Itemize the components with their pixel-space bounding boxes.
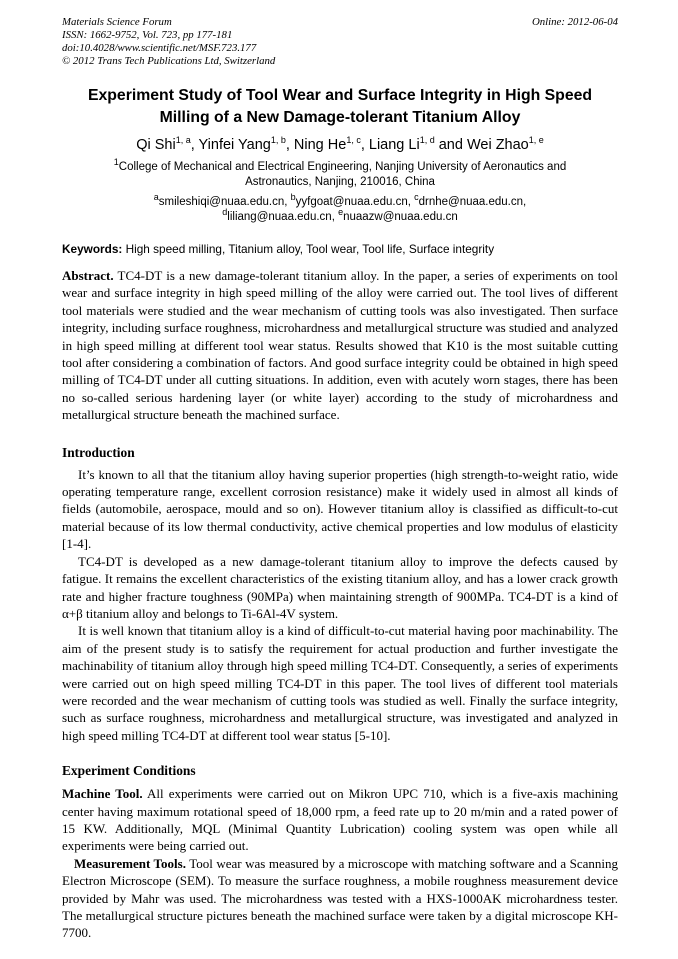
email-sup: c <box>414 192 419 203</box>
journal-header-left <box>62 16 275 68</box>
email-sup: d <box>222 206 228 217</box>
email-address: liliang@nuaa.edu.cn <box>227 210 332 223</box>
keywords-text: High speed milling, Titanium alloy, Tool wear, Tool life, Surface integrity <box>122 242 495 256</box>
affiliation-sup: 1 <box>113 157 119 168</box>
introduction-paragraph-1: It’s known to all that the titanium alloy having superior properties (high strength-to-weight ratio, wide operating temperature range, excellent corrosion resistance) make it widely used in almost all kinds of fields (automobile, aerospace, mould and so on). However titanium alloy is classified as difficult-to-cut material because of its low thermal conductivity, active chemical properties and low modulus of elasticity [1-4]. <box>62 466 618 552</box>
author-separator: , <box>360 137 369 153</box>
journal-header <box>62 16 618 68</box>
email-address: smileshiqi@nuaa.edu.cn <box>158 196 285 208</box>
email-address: nuaazw@nuaa.edu.cn <box>343 210 458 223</box>
issn-line: ISSN: 1662-9752, Vol. 723, pp 177-181 <box>62 29 233 41</box>
measurement-tools-paragraph <box>62 855 618 942</box>
author-name: Wei Zhao <box>466 137 529 153</box>
email-address: yyfgoat@nuaa.edu.cn <box>295 196 408 208</box>
introduction-paragraph-3: It is well known that titanium alloy is a kind of difficult-to-cut material having poor machinability. The aim of the present study is to satisfy the requirement for actual production and further investigate the machinability of titanium alloy through high speed milling TC4-DT. Consequently, a series of experiments were carried out on high speed milling TC4-DT in this paper. The tool lives of different tool materials were recorded and the wear mechanism of cutting tools was studied as well. Finally the surface integrity, such as surface roughness, microhardness and metallurgical structure, was investigated and analyzed in high speed milling TC4-DT at different tool wear status [5-10]. <box>62 623 618 743</box>
email-sup: a <box>153 192 159 203</box>
journal-name: Materials Science Forum <box>62 16 172 28</box>
section-heading-experiment-conditions: Experiment Conditions <box>62 763 196 779</box>
introduction-paragraph-2: TC4-DT is developed as a new damage-tolerant titanium alloy to improve the defects caused by fatigue. It remains the excellent characteristics of the existing titanium alloy, and has a lower crack growth rate and higher fracture toughness (90MPa) when maintaining strength of 900MPa. TC4-DT is a kind of α+β titanium alloy and belongs to Ti-6Al-4V system. <box>62 553 618 621</box>
machine-tool-paragraph <box>62 785 618 855</box>
machine-tool-label: Machine Tool. <box>62 786 143 802</box>
doi-line: doi:10.4028/www.scientific.net/MSF.723.177 <box>62 42 257 54</box>
email-separator: , <box>331 210 339 223</box>
email-address: drnhe@nuaa.edu.cn <box>418 196 524 208</box>
author-sup: 1, c <box>346 135 361 146</box>
author-name: Yinfei Yang <box>198 137 271 153</box>
keywords-label: Keywords: <box>62 242 123 256</box>
measurement-tools-label: Measurement Tools. <box>74 855 186 871</box>
affiliation-text: College of Mechanical and Electrical Engineering, Nanjing University of Aeronautics and Astronautics, Nanjing, 210016, China <box>118 161 567 188</box>
keywords-line <box>62 242 618 257</box>
abstract-text: TC4-DT is a new damage-tolerant titanium alloy. In the paper, a series of experiments on tool wear and surface integrity in high speed milling of the alloy were carried out. The tool lives of different tool materials were studied and the wear mechanism of cutting tools was also investigated. Then surface integrity, including surface roughness, microhardness and metallurgical structure was studied and analyzed in high speed milling at different tool wear status. Results showed that K10 is the most suitable cutting tool after considering a combination of factors. And good surface integrity could be obtained in high speed milling of TC4-DT under all cutting situations. In addition, even with acutely worn stages, there has been no so-called serious hardening layer (or white layer) according to the study of microhardness and metallurgical structure beneath the machined surface. <box>62 268 618 423</box>
online-date: Online: 2012-06-04 <box>531 16 618 28</box>
copyright-line: © 2012 Trans Tech Publications Ltd, Switzerland <box>62 55 276 67</box>
abstract-label: Abstract. <box>62 268 114 283</box>
author-separator: , <box>285 137 294 153</box>
abstract-paragraph <box>62 267 618 424</box>
author-name: Qi Shi <box>136 137 176 153</box>
author-separator: , <box>190 137 199 153</box>
measurement-tools-text: Tool wear was measured by a microscope with matching software and a Scanning Electron Microscope (SEM). To measure the surface roughness, a mobile roughness measurement device provided by Mahr was used. The microhardness was tested with a HXS-1000AK microhardness tester. The metallurgical structure pictures beneath the machined surface were taken by a digital microscope KH-7700. <box>62 855 618 941</box>
paper-title: Experiment Study of Tool Wear and Surface Integrity in High Speed Milling of a New Damage-tolerant Titanium Alloy <box>87 87 593 126</box>
affiliation-line <box>90 157 590 189</box>
author-sup: 1, e <box>528 135 544 146</box>
machine-tool-text: All experiments were carried out on Mikron UPC 710, which is a five-axis machining center having maximum rotational speed of 18,000 rpm, a feed rate up to 20 m/min and a rated power of 15 KW. Additionally, MQL (Minimal Quantity Lubrication) cooling system was open while all experiments were being carried out. <box>62 786 618 854</box>
emails-line-2 <box>62 206 618 225</box>
section-heading-introduction: Introduction <box>62 444 135 460</box>
emails-block <box>62 192 618 224</box>
email-trailing-comma: , <box>523 196 527 208</box>
author-name: Liang Li <box>368 137 420 153</box>
email-separator: , <box>284 196 291 208</box>
author-sup: 1, a <box>175 135 191 146</box>
email-sup: e <box>338 206 344 217</box>
author-name: Ning He <box>293 137 347 153</box>
email-separator: , <box>407 196 415 208</box>
author-sup: 1, d <box>419 135 435 146</box>
authors-line <box>62 136 618 154</box>
author-separator: and <box>434 137 467 153</box>
email-sup: b <box>290 192 296 203</box>
author-sup: 1, b <box>270 135 286 146</box>
